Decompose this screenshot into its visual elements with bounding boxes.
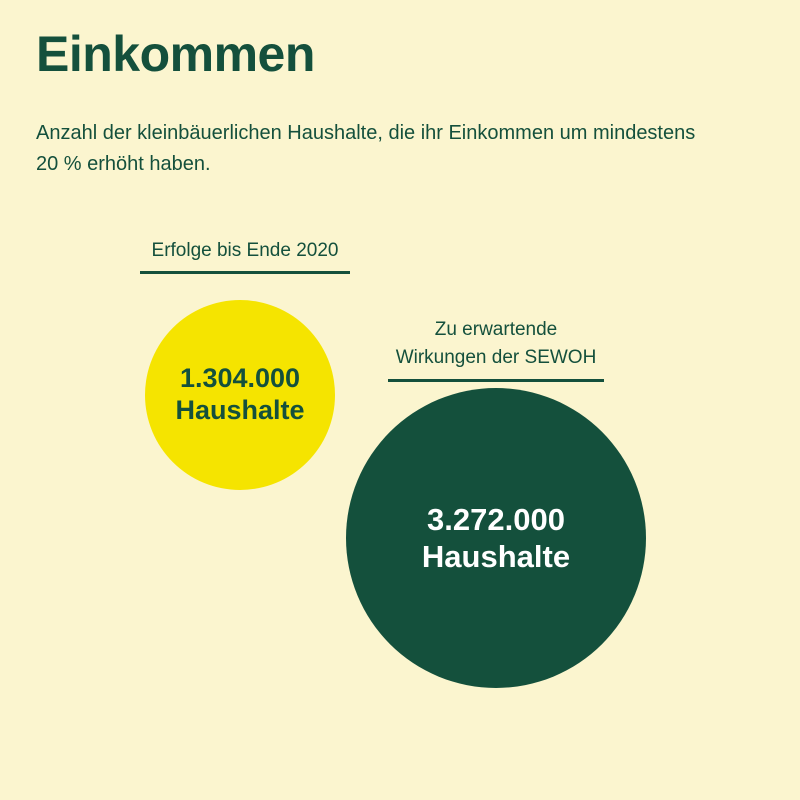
bubble-caption-sewoh-line2: Wirkungen der SEWOH [395,346,597,368]
bubble-value-2020: 1.304.000 [179,363,301,394]
bubble-caption-2020: Erfolge bis Ende 2020 [140,240,350,274]
bubble-sewoh [346,388,646,688]
bubble-value-sewoh: 3.272.000 [427,501,565,537]
page-title: Einkommen [36,26,315,82]
bubble-caption-sewoh-line1: Zu erwartende [434,319,558,340]
bubble-2020 [145,300,335,490]
bubble-unit-2020: Haushalte [175,395,305,425]
bubble-caption-sewoh [388,316,604,382]
bubble-caption-group-2020 [140,240,350,274]
page-subtitle: Anzahl der kleinbäuerlichen Haushalte, die ihr Einkommen um mindestens 20 % erhöht haben. [36,122,696,175]
bubble-unit-sewoh: Haushalte [421,539,571,574]
bubble-caption-group-sewoh [388,316,604,382]
